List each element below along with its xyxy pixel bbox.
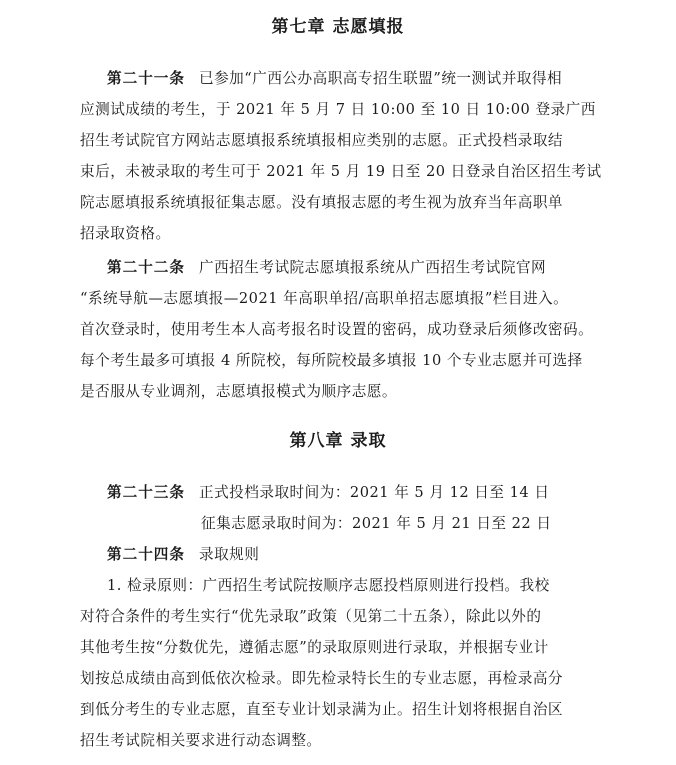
article-22-line-3: 首次登录时，使用考生本人高考报名时设置的密码，成功登录后须修改密码。 xyxy=(80,321,594,338)
chapter-8-title: 第八章 录取 xyxy=(289,431,387,451)
article-23-text-1: 正式投档录取时间为：2021 年 5 月 12 日至 14 日 xyxy=(198,484,550,501)
article-21-text-1: 已参加“广西公办高职高专招生联盟”统一测试并取得相 xyxy=(198,70,563,87)
article-24-line-4: 划按总成绩由高到低依次检录。即先检录特长生的专业志愿，再检录高分 xyxy=(80,670,564,687)
article-21-line-3: 招生考试院官方网站志愿填报系统填报相应类别的志愿。正式投档录取结 xyxy=(80,132,564,149)
article-22-text-1: 广西招生考试院志愿填报系统从广西招生考试院官网 xyxy=(198,259,547,276)
article-22-label: 第二十二条 xyxy=(107,259,185,276)
article-24-line-2: 对符合条件的考生实行“优先录取”政策（见第二十五条），除此以外的 xyxy=(80,608,542,625)
article-22-line-2: “系统导航—志愿填报—2021 年高职单招/高职单招志愿填报”栏目进入。 xyxy=(80,290,569,307)
article-23-label: 第二十三条 xyxy=(107,484,185,501)
article-23-line-2: 征集志愿录取时间为：2021 年 5 月 21 日至 22 日 xyxy=(201,515,552,532)
article-24-line-6: 招生考试院相关要求进行动态调整。 xyxy=(80,732,322,749)
article-21-line-1 xyxy=(107,67,562,88)
article-24-line-5: 到低分考生的专业志愿，直至专业计划录满为止。招生计划将根据自治区 xyxy=(80,701,564,718)
chapter-7-title: 第七章 志愿填报 xyxy=(271,17,405,37)
article-24-line-heading xyxy=(107,543,259,564)
article-22-line-4: 每个考生最多可填报 4 所院校，每所院校最多填报 10 个专业志愿并可选择 xyxy=(80,352,583,369)
article-21-line-6: 招录取资格。 xyxy=(80,225,171,242)
article-21-line-2: 应测试成绩的考生，于 2021 年 5 月 7 日 10:00 至 10 日 10:00 登录广西 xyxy=(80,101,596,118)
article-24-label: 第二十四条 xyxy=(107,546,185,563)
article-21-label: 第二十一条 xyxy=(107,70,185,87)
article-21-line-4: 束后，未被录取的考生可于 2021 年 5 月 19 日至 20 日登录自治区招生考试 xyxy=(80,163,602,180)
article-22-line-1 xyxy=(107,256,546,277)
article-21-line-5: 院志愿填报系统填报征集志愿。没有填报志愿的考生视为放弃当年高职单 xyxy=(80,194,564,211)
article-23-line-1 xyxy=(107,481,549,502)
article-24-heading: 录取规则 xyxy=(198,546,260,563)
article-24-line-3: 其他考生按“分数优先，遵循志愿”的录取原则进行录取，并根据专业计 xyxy=(80,639,549,656)
article-22-line-5: 是否服从专业调剂，志愿填报模式为顺序志愿。 xyxy=(80,383,397,400)
article-24-line-1: 1. 检录原则：广西招生考试院按顺序志愿投档原则进行投档。我校 xyxy=(107,577,550,594)
